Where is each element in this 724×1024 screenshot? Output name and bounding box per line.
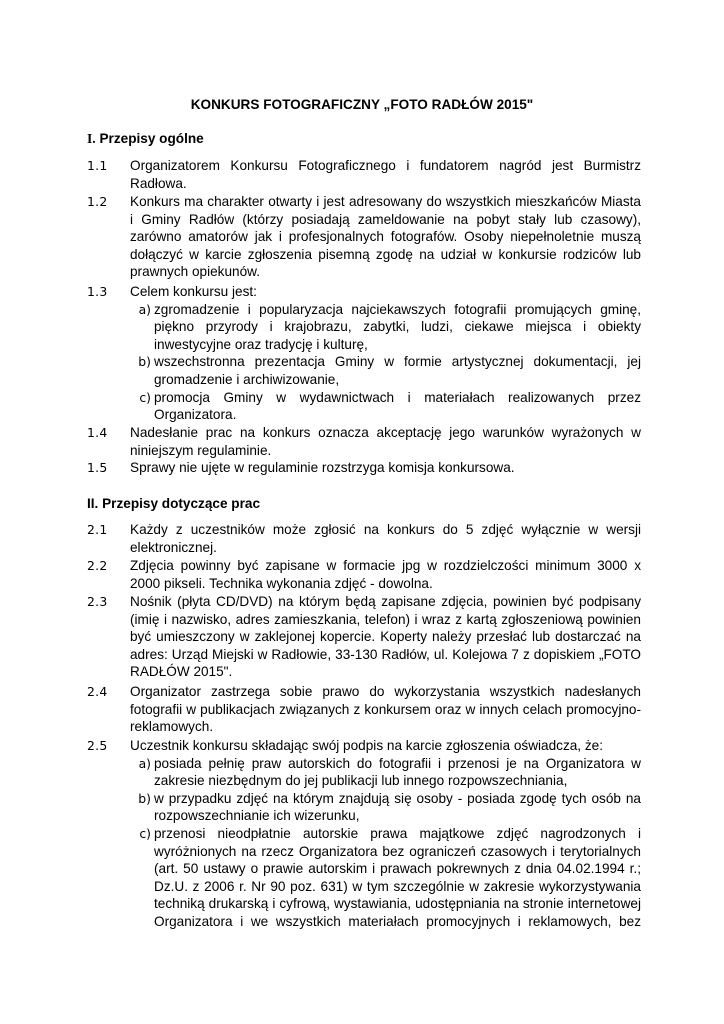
list-letter: c) — [139, 825, 151, 841]
list-text: wszechstronna prezentacja Gminy w formie artystycznej dokumentacji, jej gromadzenie i archiwizowanie, — [154, 354, 641, 387]
paragraph-1-3 — [87, 283, 641, 424]
paragraph-text: Zdjęcia powinny być zapisane w formacie jpg w rozdzielczości minimum 3000 x 2000 pikseli. Technika wykonania zdjęć - dowolna. — [130, 558, 641, 591]
paragraph-number: 1.1 — [87, 158, 108, 173]
paragraph-number: 2.4 — [87, 684, 108, 699]
paragraph-2-3 — [87, 593, 641, 681]
list-text: zgromadzenie i popularyzacja najciekawszych fotografii promujących gminę, piękno przyrody i krajobrazu, zabytki, ludzi, ciekawe miejsca i obiekty inwestycyjne oraz tradycję i kulturę, — [154, 301, 641, 352]
paragraph-2-2 — [87, 557, 641, 592]
list-item-a — [138, 755, 641, 790]
list-letter: c) — [139, 389, 151, 405]
paragraph-number: 1.3 — [87, 284, 108, 299]
paragraph-2-5 — [87, 737, 641, 937]
paragraph-text: Uczestnik konkursu składając swój podpis na karcie zgłoszenia oświadcza, że: — [130, 738, 603, 753]
paragraph-text: Każdy z uczestników może zgłosić na konkurs do 5 zdjęć wyłącznie w wersji elektronicznej. — [130, 522, 641, 555]
paragraph-number: 2.1 — [87, 522, 108, 537]
paragraph-text: Organizator zastrzega sobie prawo do wykorzystania wszystkich nadesłanych fotografii w publikacjach związanych z konkursem oraz w innych celach promocyjno-reklamowych. — [130, 684, 641, 735]
list-text: przenosi nieodpłatnie autorskie prawa majątkowe zdjęć nagrodzonych i wyróżnionych na rzecz Organizatora bez ograniczeń czasowych i terytorialnych (art. 50 ustawy o prawie autorskim i prawach pokrewnych z dnia 04.02.1994 r.; Dz.U. z 2006 r. Nr 90 poz. 631) w tym szczególnie w zakresie wykorzystywania techniką drukarską i cyfrową, wystawiania, udostępniania na stronie internetowej Organizatora i we wszystkich materiałach promocyjnych i reklamowych, bez — [154, 825, 641, 929]
paragraph-number: 1.4 — [87, 425, 108, 440]
list-text: w przypadku zdjęć na którym znajdują się osoby - posiada zgodę tych osób na rozpowszechnianie ich wizerunku, — [154, 790, 641, 824]
paragraph-text: Sprawy nie ujęte w regulaminie rozstrzyga komisja konkursowa. — [130, 460, 515, 475]
paragraph-number: 2.2 — [87, 558, 108, 573]
list-letter: a) — [138, 755, 151, 771]
list-text: posiada pełnię praw autorskich do fotografii i przenosi je na Organizatora w zakresie niezbędnym do jej publikacji lub innego rozpowszechniania, — [154, 755, 641, 789]
list-item-a — [138, 301, 641, 354]
paragraph-number: 1.2 — [87, 194, 108, 209]
section-2-heading: II. Przepisy dotyczące prac — [87, 496, 261, 511]
paragraph-text: Nośnik (płyta CD/DVD) na którym będą zapisane zdjęcia, powinien być podpisany (imię i nazwisko, adres zamieszkania, telefon) i wraz z kartą zgłoszeniową powinien być umieszczony w zaklejonej kopercie. Koperty należy przesłać lub dostarczać na adres: Urząd Miejski w Radłowie, 33-130 Radłów, ul. Kolejowa 7 z dopiskiem „FOTO RADŁÓW 2015". — [130, 594, 641, 680]
list-item-c — [139, 389, 641, 424]
paragraph-2-4 — [87, 683, 641, 736]
list-item-b — [138, 353, 641, 388]
paragraph-2-1 — [87, 521, 641, 556]
paragraph-text: Celem konkursu jest: — [130, 284, 257, 299]
section-1-heading — [87, 130, 204, 147]
paragraph-number: 2.5 — [87, 738, 108, 753]
document-title: KONKURS FOTOGRAFICZNY „FOTO RADŁÓW 2015" — [190, 97, 534, 112]
paragraph-text: Konkurs ma charakter otwarty i jest adresowany do wszystkich mieszkańców Miasta i Gminy Radłów (którzy posiadają zameldowanie na pobyt stały lub czasowy), zarówno amatorów jak i profesjonalnych fotografów. Osoby niepełnoletnie muszą dołączyć w karcie zgłoszenia pisemną zgodę na udział w konkursie rodziców lub prawnych opiekunów. — [130, 194, 641, 280]
paragraph-1-4 — [87, 424, 641, 459]
paragraph-1-1 — [87, 157, 641, 192]
section-1-roman: I. — [87, 131, 96, 146]
list-letter: b) — [138, 790, 151, 806]
list-item-b — [138, 790, 641, 825]
paragraph-1-2 — [87, 193, 641, 281]
paragraph-text: Organizatorem Konkursu Fotograficznego i fundatorem nagród jest Burmistrz Radłowa. — [130, 158, 641, 191]
list-letter: a) — [138, 301, 151, 317]
paragraph-number: 1.5 — [87, 460, 108, 475]
paragraph-text: Nadesłanie prac na konkurs oznacza akceptację jego warunków wyrażonych w niniejszym regulaminie. — [130, 425, 641, 458]
list-item-c — [139, 825, 641, 931]
list-text: promocja Gminy w wydawnictwach i materiałach realizowanych przez Organizatora. — [154, 389, 641, 423]
list-letter: b) — [138, 354, 151, 370]
section-1-title: Przepisy ogólne — [99, 131, 204, 146]
paragraph-1-5 — [87, 459, 641, 477]
paragraph-number: 2.3 — [87, 594, 108, 609]
